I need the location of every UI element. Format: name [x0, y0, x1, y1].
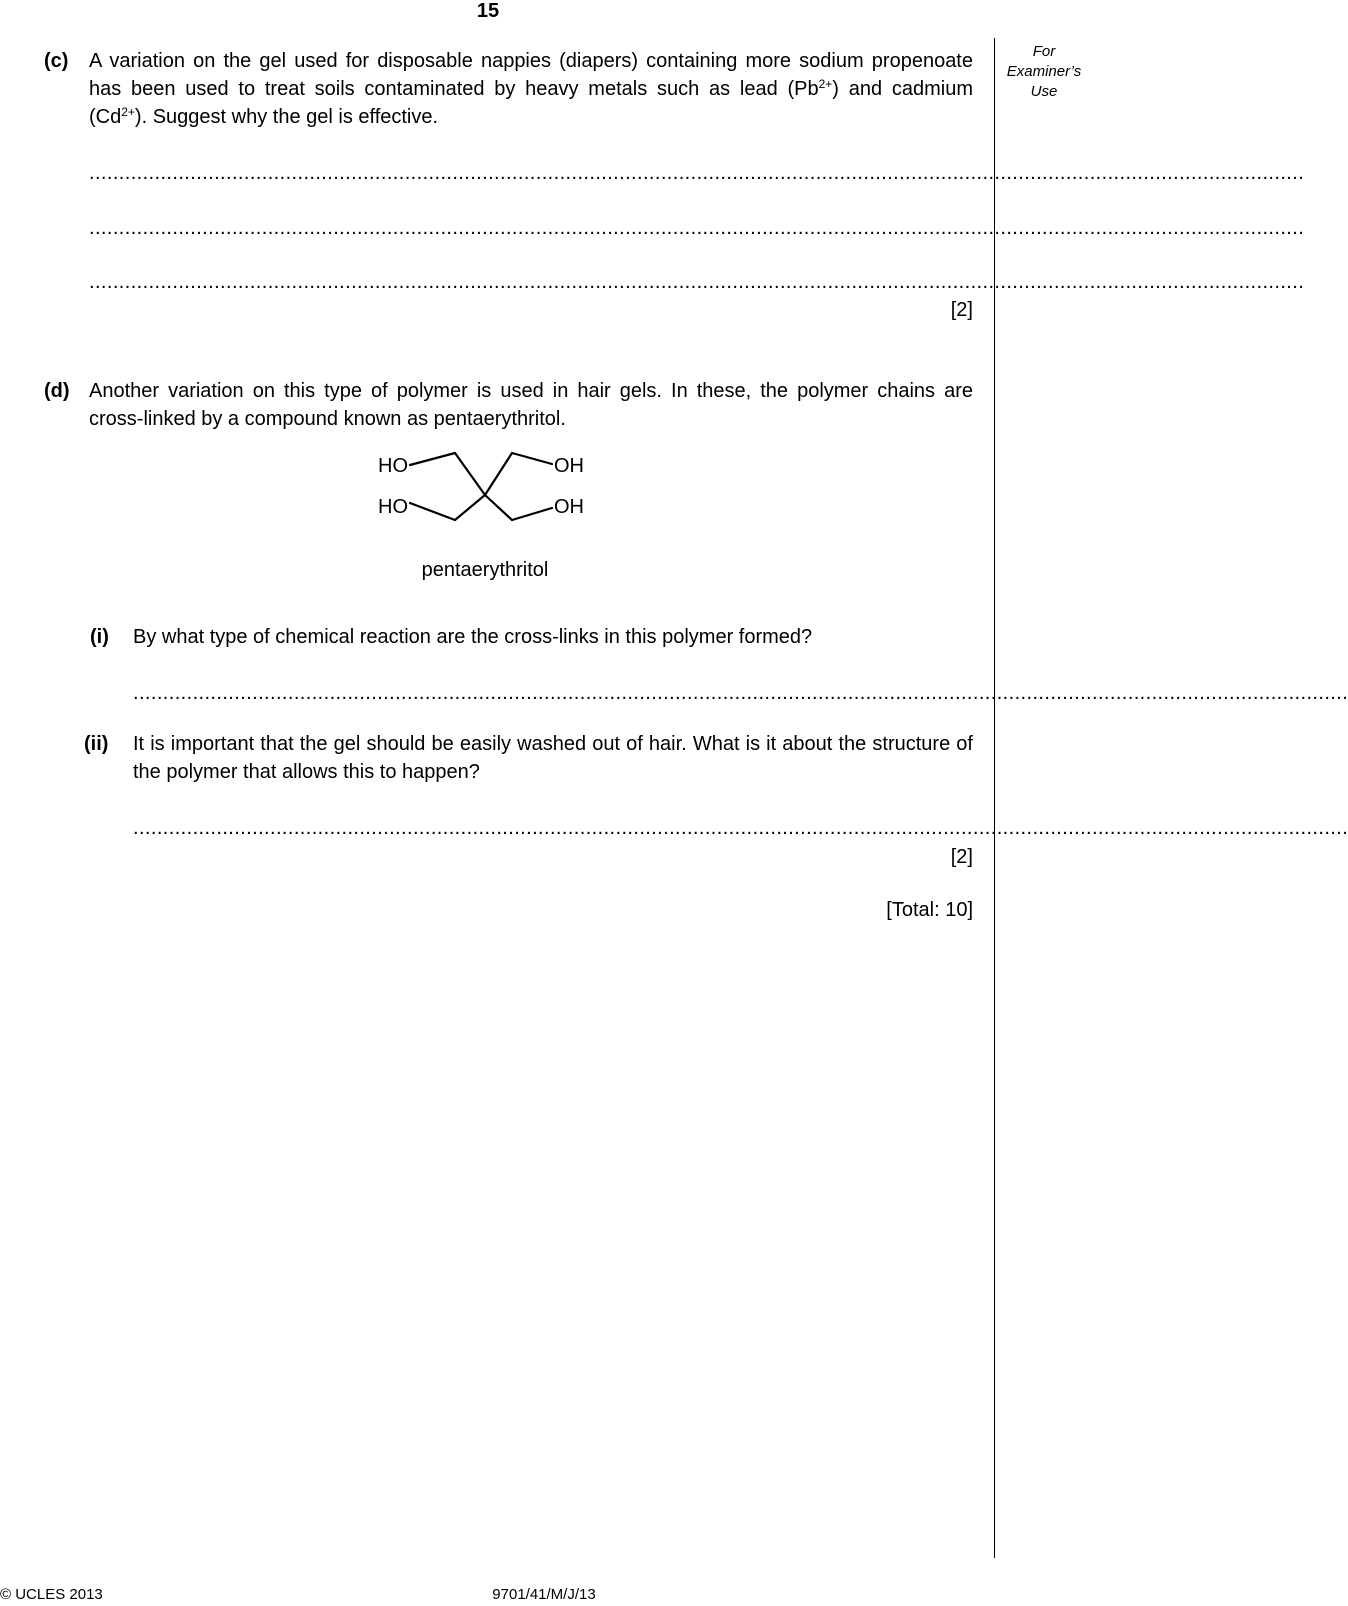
bond-top-left-o — [410, 453, 455, 465]
bond-top-right-c — [485, 453, 512, 495]
part-c-sup-1: 2+ — [818, 77, 833, 91]
part-c-text-1: A variation on the gel used for disposable nappies (diapers) containing more sodium propenoate has been used to treat soils contaminated by heavy metals such as lead (Pb — [89, 50, 973, 100]
structure-caption: pentaerythritol — [421, 559, 549, 581]
footer-paper-code: 9701/41/M/J/13 — [492, 1586, 596, 1603]
bond-bottom-right-o — [512, 508, 552, 520]
group-top-right: OH — [554, 455, 584, 477]
group-top-left: HO — [378, 455, 408, 477]
part-c-text-2: ) and cadmium (Cd — [89, 78, 973, 128]
part-d-question: Another variation on this type of polymer is used in hair gels. In these, the polymer chains are cross-linked by a compound known as pentaerythritol. — [89, 380, 973, 430]
group-bottom-right: OH — [554, 496, 584, 518]
sub-i-label: (i) — [90, 626, 109, 648]
pentaerythritol-structure — [360, 450, 600, 585]
bond-top-right-o — [512, 453, 552, 464]
question-total: [Total: 10] — [886, 899, 973, 921]
page-number: 15 — [476, 0, 500, 22]
sub-ii-label: (ii) — [84, 733, 109, 755]
part-c-mark: [2] — [950, 299, 973, 321]
examiner-use-label — [1000, 42, 1088, 102]
part-c-label: (c) — [44, 50, 69, 72]
answer-line-c-3[interactable]: ............................................................................................................................................................................................................ — [89, 271, 1305, 293]
bond-bottom-left-c — [455, 495, 485, 520]
answer-line-d-i[interactable]: ............................................................................................................................................................................................................ — [133, 682, 1348, 704]
examiner-label-line-3: Use — [1030, 83, 1058, 100]
bond-bottom-right-c — [485, 495, 512, 520]
bond-top-left-c — [455, 453, 485, 495]
part-d-label: (d) — [44, 380, 70, 402]
sub-i-question: By what type of chemical reaction are the cross-links in this polymer formed? — [133, 626, 813, 648]
footer-copyright: © UCLES 2013 — [0, 1586, 103, 1603]
group-bottom-left: HO — [378, 496, 408, 518]
sub-ii-question: It is important that the gel should be easily washed out of hair. What is it about the structure of the polymer that allows this to happen? — [133, 733, 973, 783]
part-c-text-3: ). Suggest why the gel is effective. — [134, 106, 439, 128]
examiner-margin-rule — [994, 38, 995, 1558]
bond-bottom-left-o — [410, 503, 455, 520]
answer-line-c-1[interactable]: ............................................................................................................................................................................................................ — [89, 162, 1305, 184]
examiner-label-line-2: Examiner’s — [1006, 63, 1082, 80]
part-d-mark: [2] — [950, 846, 973, 868]
part-c-sup-2: 2+ — [121, 105, 135, 119]
part-c-question — [89, 47, 973, 131]
answer-line-c-2[interactable]: ............................................................................................................................................................................................................ — [89, 217, 1305, 239]
examiner-label-line-1: For — [1032, 43, 1056, 60]
answer-line-d-ii[interactable]: ............................................................................................................................................................................................................ — [133, 817, 1348, 839]
